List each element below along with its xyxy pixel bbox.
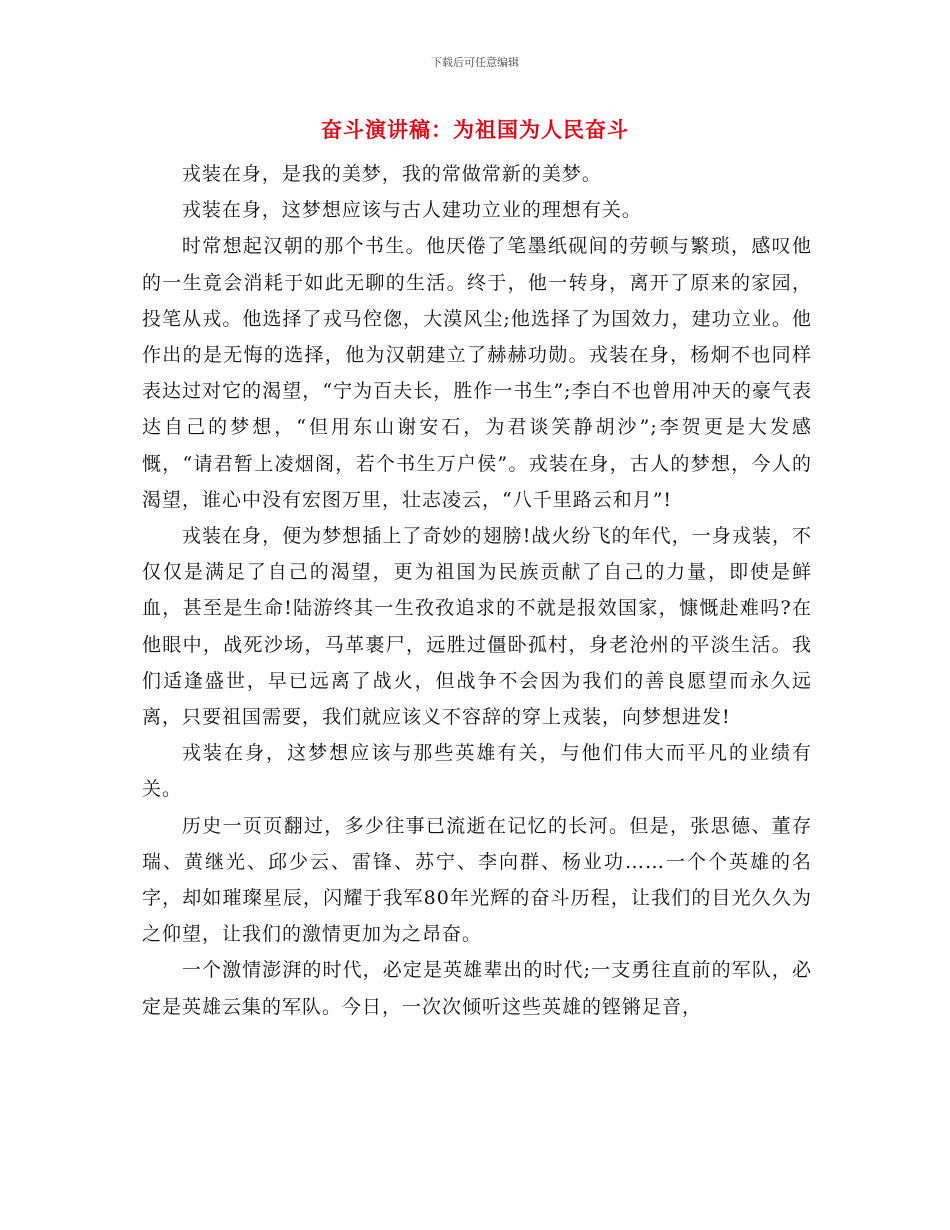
paragraph-4: 戎装在身，便为梦想插上了奇妙的翅膀!战火纷飞的年代，一身戎装，不仅仅是满足了自己的渴望，更为祖国为民族贡献了自己的力量，即使是鲜血，甚至是生命!陆游终其一生孜孜追求的不就是报效国家，慷慨赴难吗?在他眼中，战死沙场，马革裹尸，远胜过僵卧孤村，身老沧州的平淡生活。我们适逢盛世，早已远离了战火，但战争不会因为我们的善良愿望而永久远离，只要祖国需要，我们就应该义不容辞的穿上戎装，向梦想进发! xyxy=(142,525,812,729)
paragraph-3: 时常想起汉朝的那个书生。他厌倦了笔墨纸砚间的劳顿与繁琐，感叹他的一生竟会消耗于如此无聊的生活。终于，他一转身，离开了原来的家园，投笔从戎。他选择了戎马倥偬，大漠风尘;他选择了为国效力，建功立业。他作出的是无悔的选择，他为汉朝建立了赫赫功勋。戎装在身，杨炯不也同样表达过对它的渴望，“宁为百夫长，胜作一书生”;李白不也曾用冲天的豪气表达自己的梦想，“但用东山谢安石，为君谈笑静胡沙”;李贺更是大发感慨，“请君暂上凌烟阁，若个书生万户侯”。戎装在身，古人的梦想，今人的渴望，谁心中没有宏图万里，壮志凌云，“八千里路云和月”! xyxy=(142,235,812,511)
document-body xyxy=(142,156,812,1025)
paragraph-7: 一个激情澎湃的时代，必定是英雄辈出的时代;一支勇往直前的军队，必定是英雄云集的军队。今日，一次次倾听这些英雄的铿锵足音， xyxy=(142,959,812,1018)
paragraph-2: 戎装在身，这梦想应该与古人建功立业的理想有关。 xyxy=(181,199,642,222)
paragraph-5: 戎装在身，这梦想应该与那些英雄有关，与他们伟大而平凡的业绩有关。 xyxy=(142,742,812,801)
paragraph-1: 戎装在身，是我的美梦，我的常做常新的美梦。 xyxy=(181,163,602,185)
paragraph-6: 历史一页页翻过，多少往事已流逝在记忆的长河。但是，张思德、董存瑞、黄继光、邱少云、雷锋、苏宁、李向群、杨业功……一个个英雄的名字，却如璀璨星辰，闪耀于我军80年光辉的奋斗历程，让我们的目光久久为之仰望，让我们的激情更加为之昂奋。 xyxy=(142,814,812,946)
header-note: 下载后可任意编辑 xyxy=(431,56,519,69)
page-title: 奋斗演讲稿：为祖国为人民奋斗 xyxy=(321,117,629,142)
